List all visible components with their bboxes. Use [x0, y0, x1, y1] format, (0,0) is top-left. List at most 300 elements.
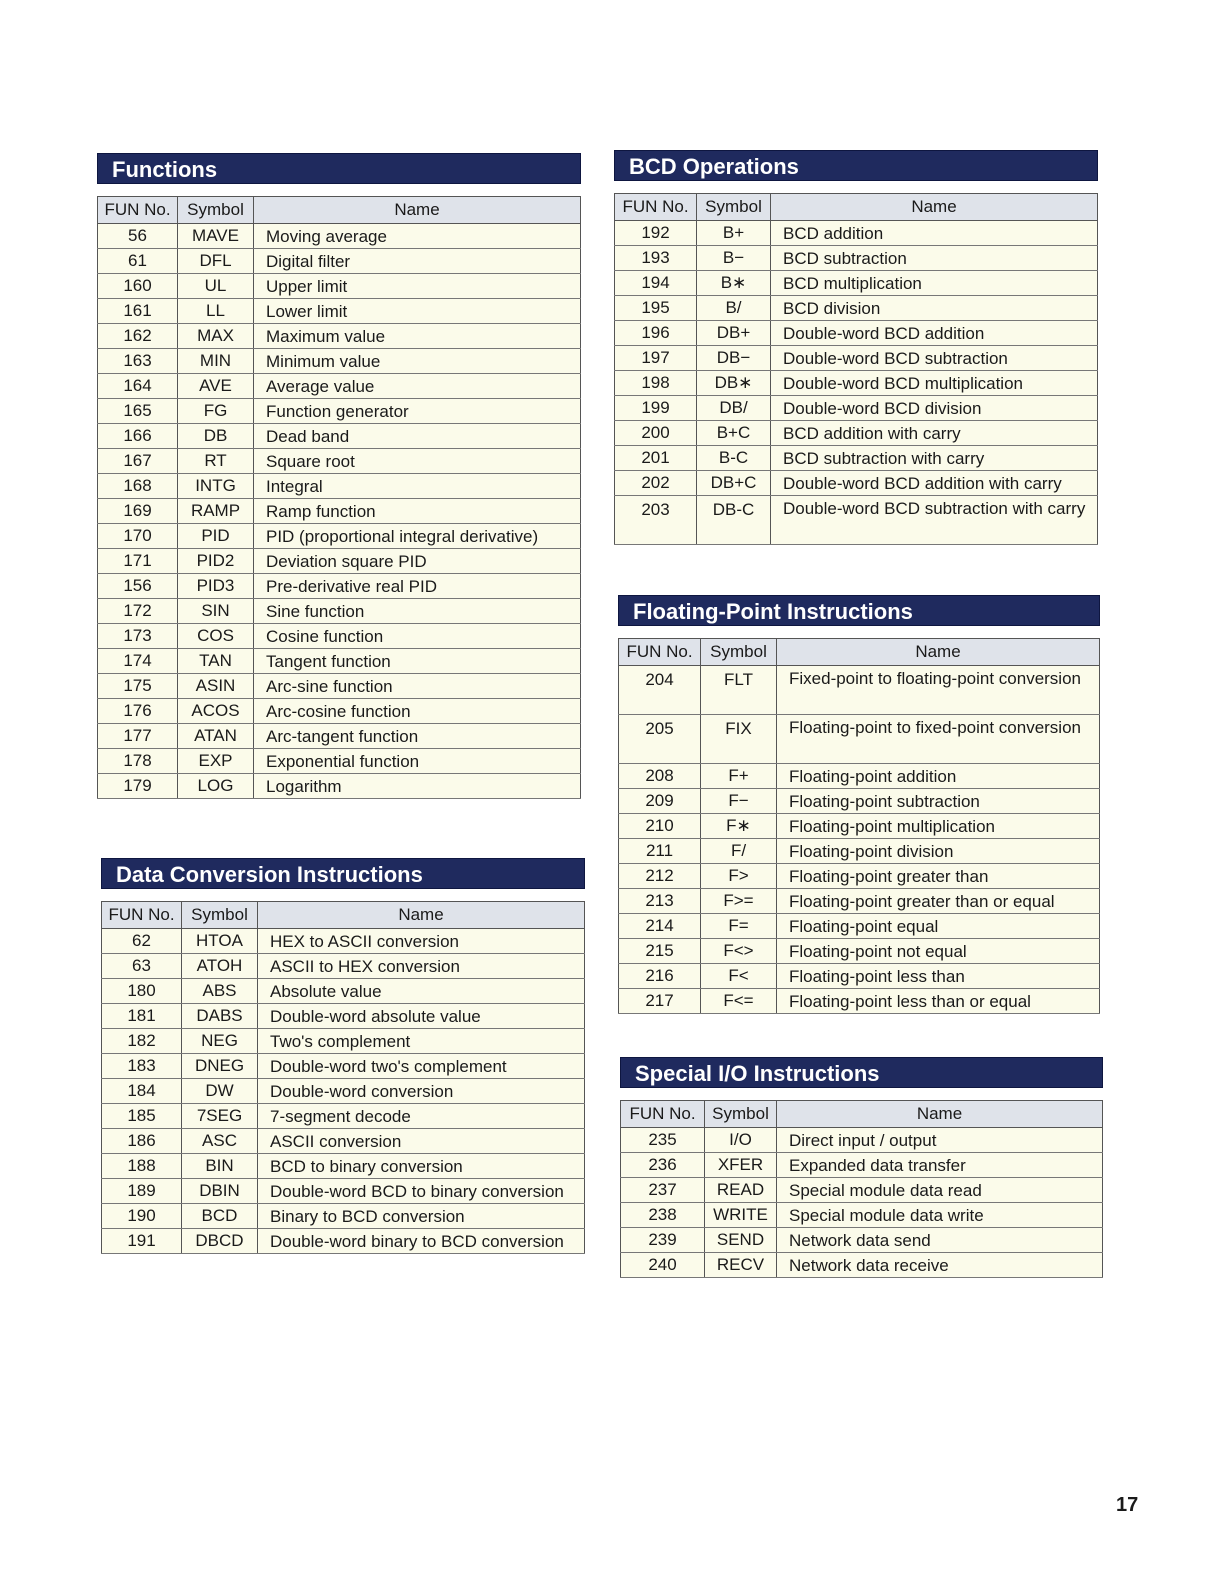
fun-no-cell: 193 [615, 246, 697, 271]
table-row [619, 839, 1100, 864]
symbol-cell: PID3 [178, 574, 254, 599]
table-row [102, 979, 585, 1004]
symbol-cell: ATAN [178, 724, 254, 749]
symbol-cell: WRITE [705, 1203, 777, 1228]
symbol-cell: DB-C [697, 496, 771, 545]
data-conversion-rows [102, 929, 585, 1254]
fun-no-cell: 171 [98, 549, 178, 574]
fun-no-cell: 160 [98, 274, 178, 299]
fun-no-cell: 237 [621, 1178, 705, 1203]
functions-rows [98, 224, 581, 799]
fun-no-cell: 182 [102, 1029, 182, 1054]
bcd-operations-title: BCD Operations [614, 150, 1098, 181]
name-cell: BCD subtraction with carry [771, 446, 1098, 471]
symbol-cell: LOG [178, 774, 254, 799]
name-cell: Double-word BCD subtraction with carry [771, 496, 1098, 545]
special-io-section [620, 1057, 1103, 1278]
name-cell: Deviation square PID [254, 549, 581, 574]
fun-no-cell: 194 [615, 271, 697, 296]
table-row [615, 321, 1098, 346]
fun-no-cell: 197 [615, 346, 697, 371]
table-row [102, 1029, 585, 1054]
table-row [621, 1203, 1103, 1228]
name-cell: Double-word BCD multiplication [771, 371, 1098, 396]
name-cell: BCD addition with carry [771, 421, 1098, 446]
symbol-cell: F− [701, 789, 777, 814]
table-row [98, 474, 581, 499]
fun-no-cell: 211 [619, 839, 701, 864]
symbol-cell: F<> [701, 939, 777, 964]
symbol-cell: DBCD [182, 1229, 258, 1254]
name-cell: Minimum value [254, 349, 581, 374]
name-cell: Pre-derivative real PID [254, 574, 581, 599]
name-cell: Floating-point not equal [777, 939, 1100, 964]
table-row [615, 296, 1098, 321]
fun-no-cell: 238 [621, 1203, 705, 1228]
fun-no-cell: 174 [98, 649, 178, 674]
name-cell: Double-word two's complement [258, 1054, 585, 1079]
symbol-cell: COS [178, 624, 254, 649]
header-symbol: Symbol [697, 194, 771, 221]
table-row [619, 666, 1100, 715]
symbol-cell: B∗ [697, 271, 771, 296]
name-cell: Double-word BCD division [771, 396, 1098, 421]
table-header-row [621, 1101, 1103, 1128]
header-symbol: Symbol [701, 639, 777, 666]
fun-no-cell: 198 [615, 371, 697, 396]
name-cell: Double-word conversion [258, 1079, 585, 1104]
table-header-row [615, 194, 1098, 221]
name-cell: Integral [254, 474, 581, 499]
fun-no-cell: 177 [98, 724, 178, 749]
fun-no-cell: 195 [615, 296, 697, 321]
symbol-cell: DW [182, 1079, 258, 1104]
symbol-cell: NEG [182, 1029, 258, 1054]
name-cell: Floating-point less than or equal [777, 989, 1100, 1014]
table-row [615, 496, 1098, 545]
table-row [98, 449, 581, 474]
fun-no-cell: 235 [621, 1128, 705, 1153]
name-cell: BCD addition [771, 221, 1098, 246]
symbol-cell: F+ [701, 764, 777, 789]
fun-no-cell: 186 [102, 1129, 182, 1154]
symbol-cell: F/ [701, 839, 777, 864]
table-row [615, 346, 1098, 371]
data-conversion-section [101, 858, 585, 1254]
name-cell: Double-word absolute value [258, 1004, 585, 1029]
fun-no-cell: 214 [619, 914, 701, 939]
table-row [98, 249, 581, 274]
fun-no-cell: 161 [98, 299, 178, 324]
symbol-cell: SEND [705, 1228, 777, 1253]
fun-no-cell: 169 [98, 499, 178, 524]
name-cell: Floating-point subtraction [777, 789, 1100, 814]
header-fun-no: FUN No. [621, 1101, 705, 1128]
name-cell: BCD division [771, 296, 1098, 321]
fun-no-cell: 168 [98, 474, 178, 499]
fun-no-cell: 217 [619, 989, 701, 1014]
symbol-cell: B-C [697, 446, 771, 471]
fun-no-cell: 165 [98, 399, 178, 424]
header-fun-no: FUN No. [615, 194, 697, 221]
fun-no-cell: 202 [615, 471, 697, 496]
fun-no-cell: 162 [98, 324, 178, 349]
table-row [619, 715, 1100, 764]
fun-no-cell: 166 [98, 424, 178, 449]
fun-no-cell: 61 [98, 249, 178, 274]
name-cell: BCD to binary conversion [258, 1154, 585, 1179]
name-cell: BCD subtraction [771, 246, 1098, 271]
symbol-cell: READ [705, 1178, 777, 1203]
name-cell: Arc-sine function [254, 674, 581, 699]
table-row [98, 524, 581, 549]
fun-no-cell: 181 [102, 1004, 182, 1029]
table-row [98, 674, 581, 699]
name-cell: Binary to BCD conversion [258, 1204, 585, 1229]
symbol-cell: BCD [182, 1204, 258, 1229]
table-row [98, 274, 581, 299]
fun-no-cell: 56 [98, 224, 178, 249]
fun-no-cell: 239 [621, 1228, 705, 1253]
symbol-cell: DNEG [182, 1054, 258, 1079]
table-row [619, 914, 1100, 939]
fun-no-cell: 192 [615, 221, 697, 246]
bcd-operations-section [614, 150, 1098, 545]
fun-no-cell: 209 [619, 789, 701, 814]
functions-table [97, 196, 581, 799]
symbol-cell: ACOS [178, 699, 254, 724]
table-row [619, 989, 1100, 1014]
table-row [102, 1204, 585, 1229]
table-row [102, 1154, 585, 1179]
table-row [102, 1229, 585, 1254]
table-row [615, 221, 1098, 246]
fun-no-cell: 190 [102, 1204, 182, 1229]
symbol-cell: F> [701, 864, 777, 889]
table-row [619, 814, 1100, 839]
fun-no-cell: 213 [619, 889, 701, 914]
functions-section [97, 153, 581, 799]
name-cell: Network data send [777, 1228, 1103, 1253]
special-io-rows [621, 1128, 1103, 1278]
table-row [98, 724, 581, 749]
fun-no-cell: 62 [102, 929, 182, 954]
symbol-cell: MIN [178, 349, 254, 374]
special-io-title: Special I/O Instructions [620, 1057, 1103, 1088]
symbol-cell: SIN [178, 599, 254, 624]
name-cell: Expanded data transfer [777, 1153, 1103, 1178]
symbol-cell: FG [178, 399, 254, 424]
symbol-cell: MAX [178, 324, 254, 349]
header-name: Name [777, 639, 1100, 666]
floating-point-table [618, 638, 1100, 1014]
fun-no-cell: 63 [102, 954, 182, 979]
name-cell: Arc-tangent function [254, 724, 581, 749]
table-row [615, 371, 1098, 396]
table-row [621, 1153, 1103, 1178]
name-cell: Double-word BCD addition [771, 321, 1098, 346]
table-header-row [98, 197, 581, 224]
fun-no-cell: 200 [615, 421, 697, 446]
symbol-cell: F<= [701, 989, 777, 1014]
table-row [98, 549, 581, 574]
name-cell: Function generator [254, 399, 581, 424]
symbol-cell: B− [697, 246, 771, 271]
fun-no-cell: 176 [98, 699, 178, 724]
data-conversion-table [101, 901, 585, 1254]
fun-no-cell: 178 [98, 749, 178, 774]
name-cell: Square root [254, 449, 581, 474]
fun-no-cell: 175 [98, 674, 178, 699]
table-row [98, 399, 581, 424]
name-cell: Floating-point equal [777, 914, 1100, 939]
symbol-cell: B/ [697, 296, 771, 321]
header-name: Name [777, 1101, 1103, 1128]
table-row [619, 964, 1100, 989]
symbol-cell: DB+ [697, 321, 771, 346]
name-cell: Floating-point multiplication [777, 814, 1100, 839]
symbol-cell: RT [178, 449, 254, 474]
symbol-cell: F>= [701, 889, 777, 914]
header-symbol: Symbol [182, 902, 258, 929]
symbol-cell: F< [701, 964, 777, 989]
symbol-cell: B+ [697, 221, 771, 246]
fun-no-cell: 184 [102, 1079, 182, 1104]
name-cell: Exponential function [254, 749, 581, 774]
header-fun-no: FUN No. [619, 639, 701, 666]
symbol-cell: HTOA [182, 929, 258, 954]
header-fun-no: FUN No. [102, 902, 182, 929]
table-row [98, 374, 581, 399]
table-row [615, 446, 1098, 471]
symbol-cell: F∗ [701, 814, 777, 839]
symbol-cell: ASIN [178, 674, 254, 699]
table-row [102, 954, 585, 979]
symbol-cell: ABS [182, 979, 258, 1004]
symbol-cell: BIN [182, 1154, 258, 1179]
table-row [98, 774, 581, 799]
symbol-cell: AVE [178, 374, 254, 399]
table-row [615, 471, 1098, 496]
table-row [619, 789, 1100, 814]
name-cell: Direct input / output [777, 1128, 1103, 1153]
page-number: 17 [1116, 1494, 1139, 1516]
fun-no-cell: 203 [615, 496, 697, 545]
table-row [98, 349, 581, 374]
symbol-cell: ATOH [182, 954, 258, 979]
name-cell: Lower limit [254, 299, 581, 324]
table-row [615, 271, 1098, 296]
symbol-cell: ASC [182, 1129, 258, 1154]
table-row [102, 1104, 585, 1129]
floating-point-title: Floating-Point Instructions [618, 595, 1100, 626]
fun-no-cell: 189 [102, 1179, 182, 1204]
floating-point-rows [619, 666, 1100, 1014]
table-header-row [102, 902, 585, 929]
name-cell: Double-word binary to BCD conversion [258, 1229, 585, 1254]
table-row [615, 396, 1098, 421]
fun-no-cell: 172 [98, 599, 178, 624]
name-cell: Ramp function [254, 499, 581, 524]
symbol-cell: LL [178, 299, 254, 324]
symbol-cell: F= [701, 914, 777, 939]
name-cell: ASCII to HEX conversion [258, 954, 585, 979]
symbol-cell: RAMP [178, 499, 254, 524]
table-row [615, 246, 1098, 271]
name-cell: HEX to ASCII conversion [258, 929, 585, 954]
table-row [619, 939, 1100, 964]
name-cell: Double-word BCD subtraction [771, 346, 1098, 371]
table-row [619, 764, 1100, 789]
name-cell: ASCII conversion [258, 1129, 585, 1154]
table-row [98, 599, 581, 624]
symbol-cell: DB [178, 424, 254, 449]
name-cell: Floating-point greater than or equal [777, 889, 1100, 914]
name-cell: Cosine function [254, 624, 581, 649]
symbol-cell: MAVE [178, 224, 254, 249]
table-header-row [619, 639, 1100, 666]
fun-no-cell: 156 [98, 574, 178, 599]
symbol-cell: DB∗ [697, 371, 771, 396]
name-cell: Absolute value [258, 979, 585, 1004]
table-row [102, 929, 585, 954]
fun-no-cell: 196 [615, 321, 697, 346]
table-row [621, 1253, 1103, 1278]
symbol-cell: FLT [701, 666, 777, 715]
symbol-cell: 7SEG [182, 1104, 258, 1129]
fun-no-cell: 185 [102, 1104, 182, 1129]
fun-no-cell: 170 [98, 524, 178, 549]
header-name: Name [771, 194, 1098, 221]
fun-no-cell: 173 [98, 624, 178, 649]
table-row [98, 299, 581, 324]
symbol-cell: PID [178, 524, 254, 549]
fun-no-cell: 179 [98, 774, 178, 799]
table-row [98, 324, 581, 349]
symbol-cell: DABS [182, 1004, 258, 1029]
bcd-operations-table [614, 193, 1098, 545]
table-row [619, 864, 1100, 889]
fun-no-cell: 236 [621, 1153, 705, 1178]
name-cell: Double-word BCD to binary conversion [258, 1179, 585, 1204]
symbol-cell: TAN [178, 649, 254, 674]
fun-no-cell: 204 [619, 666, 701, 715]
fun-no-cell: 167 [98, 449, 178, 474]
name-cell: Two's complement [258, 1029, 585, 1054]
table-row [98, 624, 581, 649]
table-row [102, 1129, 585, 1154]
data-conversion-title: Data Conversion Instructions [101, 858, 585, 889]
fun-no-cell: 240 [621, 1253, 705, 1278]
name-cell: Floating-point less than [777, 964, 1100, 989]
fun-no-cell: 216 [619, 964, 701, 989]
name-cell: Special module data read [777, 1178, 1103, 1203]
table-row [102, 1179, 585, 1204]
symbol-cell: DB/ [697, 396, 771, 421]
name-cell: Maximum value [254, 324, 581, 349]
fun-no-cell: 201 [615, 446, 697, 471]
functions-title: Functions [97, 153, 581, 184]
symbol-cell: PID2 [178, 549, 254, 574]
fun-no-cell: 163 [98, 349, 178, 374]
table-row [619, 889, 1100, 914]
name-cell: Upper limit [254, 274, 581, 299]
name-cell: Double-word BCD addition with carry [771, 471, 1098, 496]
symbol-cell: B+C [697, 421, 771, 446]
name-cell: BCD multiplication [771, 271, 1098, 296]
fun-no-cell: 215 [619, 939, 701, 964]
symbol-cell: XFER [705, 1153, 777, 1178]
special-io-table [620, 1100, 1103, 1278]
symbol-cell: UL [178, 274, 254, 299]
symbol-cell: EXP [178, 749, 254, 774]
table-row [98, 699, 581, 724]
header-symbol: Symbol [178, 197, 254, 224]
name-cell: Digital filter [254, 249, 581, 274]
table-row [98, 499, 581, 524]
table-row [102, 1079, 585, 1104]
name-cell: Moving average [254, 224, 581, 249]
fun-no-cell: 208 [619, 764, 701, 789]
table-row [102, 1004, 585, 1029]
table-row [98, 749, 581, 774]
symbol-cell: DB− [697, 346, 771, 371]
name-cell: Tangent function [254, 649, 581, 674]
fun-no-cell: 199 [615, 396, 697, 421]
header-name: Name [258, 902, 585, 929]
table-row [98, 574, 581, 599]
table-row [98, 224, 581, 249]
symbol-cell: I/O [705, 1128, 777, 1153]
name-cell: PID (proportional integral derivative) [254, 524, 581, 549]
fun-no-cell: 210 [619, 814, 701, 839]
name-cell: Logarithm [254, 774, 581, 799]
fun-no-cell: 183 [102, 1054, 182, 1079]
table-row [98, 649, 581, 674]
table-row [621, 1128, 1103, 1153]
symbol-cell: DFL [178, 249, 254, 274]
name-cell: Floating-point addition [777, 764, 1100, 789]
symbol-cell: FIX [701, 715, 777, 764]
fun-no-cell: 212 [619, 864, 701, 889]
fun-no-cell: 205 [619, 715, 701, 764]
name-cell: Floating-point greater than [777, 864, 1100, 889]
name-cell: Network data receive [777, 1253, 1103, 1278]
table-row [102, 1054, 585, 1079]
name-cell: Dead band [254, 424, 581, 449]
fun-no-cell: 188 [102, 1154, 182, 1179]
name-cell: Floating-point to fixed-point conversion [777, 715, 1100, 764]
name-cell: Fixed-point to floating-point conversion [777, 666, 1100, 715]
table-row [621, 1178, 1103, 1203]
table-row [98, 424, 581, 449]
header-fun-no: FUN No. [98, 197, 178, 224]
symbol-cell: INTG [178, 474, 254, 499]
name-cell: Sine function [254, 599, 581, 624]
bcd-operations-rows [615, 221, 1098, 545]
name-cell: Floating-point division [777, 839, 1100, 864]
name-cell: Arc-cosine function [254, 699, 581, 724]
symbol-cell: DBIN [182, 1179, 258, 1204]
header-name: Name [254, 197, 581, 224]
floating-point-section [618, 595, 1100, 1014]
table-row [615, 421, 1098, 446]
symbol-cell: DB+C [697, 471, 771, 496]
fun-no-cell: 191 [102, 1229, 182, 1254]
name-cell: Average value [254, 374, 581, 399]
fun-no-cell: 180 [102, 979, 182, 1004]
header-symbol: Symbol [705, 1101, 777, 1128]
